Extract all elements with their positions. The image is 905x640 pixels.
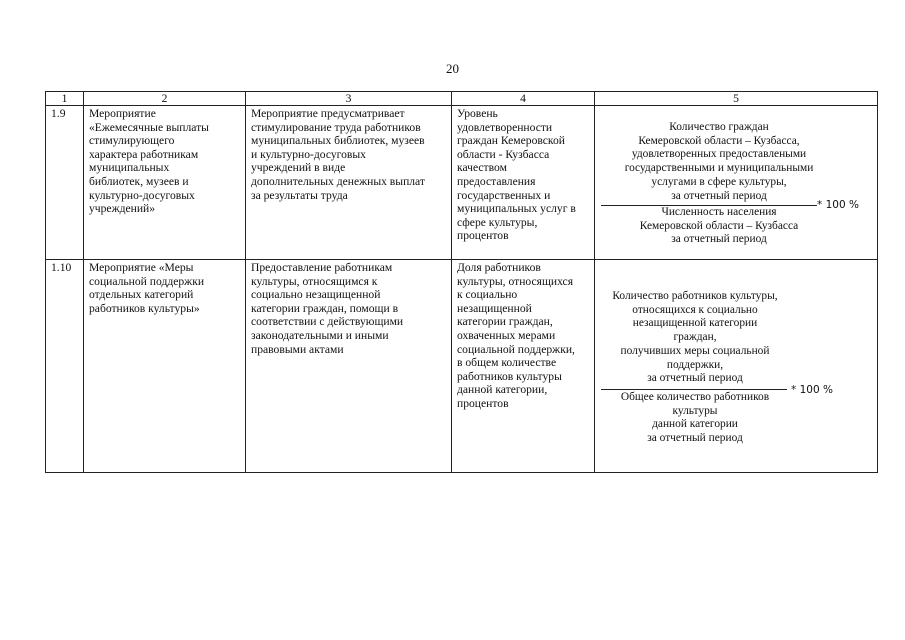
indicator-line: социальной поддержки, [457, 342, 575, 356]
indicator-line: государственных и [457, 188, 551, 202]
table-row [46, 106, 878, 260]
description-line: соответствии с действующими [251, 315, 404, 329]
description-line: категории граждан, помощи в [251, 301, 399, 315]
indicator-cell [452, 260, 595, 473]
indicator-cell [452, 106, 595, 260]
indicator-line: данной категории, [457, 383, 548, 397]
header-row [46, 92, 878, 106]
formula-denominator [609, 206, 829, 247]
numerator-line: за отчетный период [671, 189, 767, 202]
event-line: культурно-досуговых [89, 188, 195, 202]
indicator-line: Доля работников [457, 261, 541, 274]
event-line: учреждений» [89, 202, 156, 216]
indicator-line: удовлетворенности [457, 120, 553, 134]
description-line: социально незащищенной [251, 288, 381, 302]
numerator-line: удовлетворенных предоставлеными [631, 148, 807, 161]
numerator-line: относящихся к социально [632, 303, 758, 316]
indicator-line: области - Кузбасса [457, 147, 550, 161]
indicator-line: процентов [457, 396, 509, 410]
description-line: культуры, относящимся к [251, 274, 378, 288]
event-line: социальной поддержки [89, 274, 205, 288]
formula-denominator [595, 391, 795, 446]
denominator-line: за отчетный период [647, 432, 743, 445]
numerator-line: поддержки, [666, 358, 724, 371]
page-number: 20 [446, 61, 459, 76]
row-number: 1.9 [46, 106, 84, 260]
numerator-line: Количество работников культуры, [612, 290, 778, 302]
column-header: 4 [452, 92, 595, 106]
denominator-line: Общее количество работников [620, 391, 770, 403]
multiplier: * 100 % [791, 384, 833, 396]
description-line: и культурно-досуговых [251, 147, 366, 161]
event-line: Мероприятие [89, 107, 156, 120]
numerator-line: незащищенной категории [632, 317, 758, 330]
formula-numerator [609, 121, 829, 203]
formula-numerator [595, 290, 795, 386]
indicator-line: процентов [457, 229, 509, 243]
indicator-line: предоставления [457, 174, 536, 188]
description-line: учреждений в виде [251, 161, 346, 175]
indicator-line: сфере культуры, [457, 215, 538, 229]
description-line: Предоставление работникам [251, 261, 393, 274]
description-line: дополнительных денежных выплат [251, 174, 425, 188]
column-header: 5 [595, 92, 878, 106]
numerator-line: государственными и муниципальными [624, 162, 814, 175]
indicator-line: в общем количестве [457, 356, 557, 370]
event-line: стимулирующего [89, 134, 175, 148]
indicator-line: охваченных мерами [457, 328, 556, 342]
numerator-line: граждан, [673, 331, 717, 344]
event-line: характера работникам [89, 147, 199, 161]
event-line: библиотек, музеев и [89, 174, 189, 188]
description-line: муниципальных библиотек, музеев [251, 134, 425, 148]
denominator-line: культуры [672, 404, 718, 417]
formula [595, 106, 877, 259]
event-name-cell [84, 260, 246, 473]
numerator-line: получивших меры социальной [620, 344, 770, 357]
numerator-line: Кемеровской области – Кузбасса, [638, 134, 800, 147]
description-line: правовыми актами [251, 342, 344, 356]
column-header: 1 [46, 92, 84, 106]
indicator-line: категории граждан, [457, 315, 553, 329]
description-line: стимулирование труда работников [251, 120, 421, 134]
indicator-line: Уровень [457, 107, 498, 120]
event-line: отдельных категорий [89, 288, 194, 302]
fraction-bar [601, 389, 787, 390]
description-line: законодательными и иными [251, 328, 389, 342]
denominator-line: Кемеровской области – Кузбасса [639, 219, 799, 232]
indicator-table [45, 91, 878, 473]
denominator-line: за отчетный период [671, 233, 767, 246]
multiplier: * 100 % [817, 199, 859, 211]
event-line: муниципальных [89, 161, 170, 175]
indicator-line: граждан Кемеровской [457, 134, 565, 148]
indicator-line: к социально [457, 288, 518, 302]
indicator-line: культуры, относящихся [457, 274, 574, 288]
description-line: за результаты труда [251, 188, 348, 202]
formula-cell [595, 260, 878, 473]
indicator-line: муниципальных услуг в [457, 202, 576, 216]
row-number: 1.10 [46, 260, 84, 473]
indicator-line: незащищенной [457, 301, 532, 315]
formula [595, 260, 877, 472]
numerator-line: Количество граждан [669, 121, 769, 133]
event-line: работников культуры» [89, 301, 200, 315]
indicator-line: работников культуры [457, 369, 562, 383]
column-header: 2 [84, 92, 246, 106]
description-cell [246, 260, 452, 473]
denominator-line: данной категории [652, 418, 738, 431]
description-line: Мероприятие предусматривает [251, 107, 405, 120]
event-line: Мероприятие «Меры [89, 261, 194, 274]
table-row [46, 260, 878, 473]
numerator-line: за отчетный период [647, 372, 743, 385]
description-cell [246, 106, 452, 260]
denominator-line: Численность населения [661, 206, 777, 218]
event-name-cell [84, 106, 246, 260]
column-header: 3 [246, 92, 452, 106]
indicator-line: качеством [457, 161, 507, 175]
event-line: «Ежемесячные выплаты [89, 120, 209, 134]
formula-cell [595, 106, 878, 260]
numerator-line: услугами в сфере культуры, [651, 175, 787, 188]
